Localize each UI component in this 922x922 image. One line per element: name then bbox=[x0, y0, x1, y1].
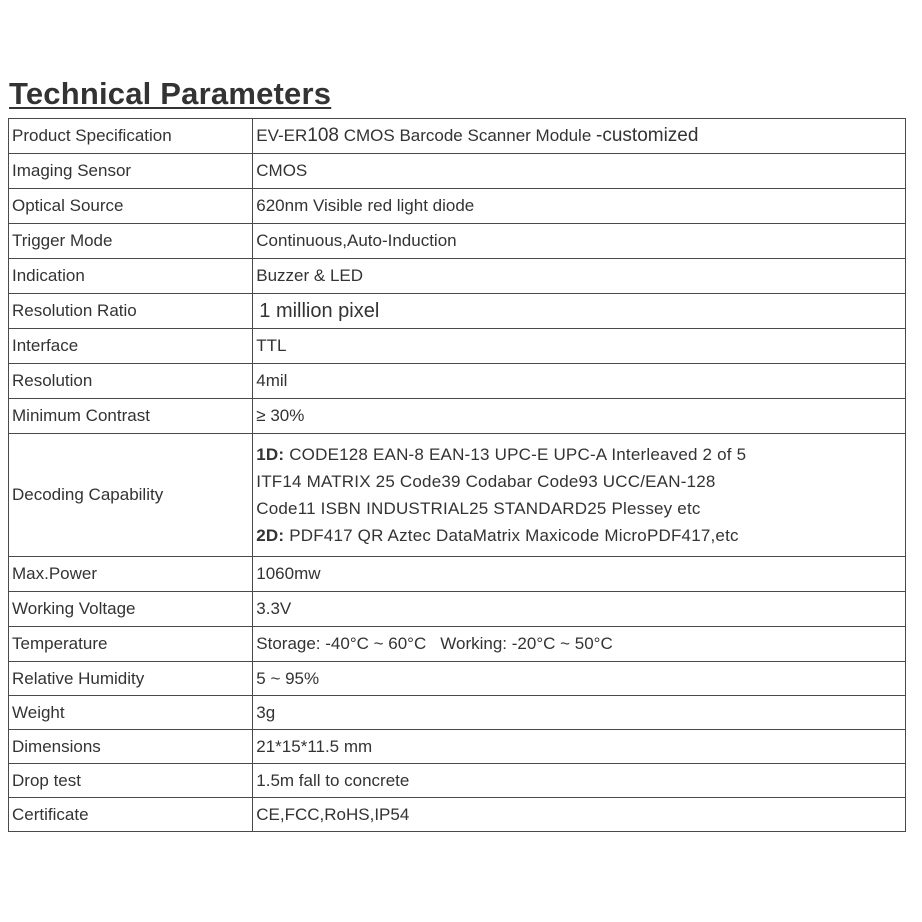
row-label: Drop test bbox=[9, 764, 253, 798]
table-row bbox=[9, 154, 906, 189]
table-row bbox=[9, 224, 906, 259]
table-row bbox=[9, 329, 906, 364]
row-label: Product Specification bbox=[9, 119, 253, 154]
row-label: Weight bbox=[9, 696, 253, 730]
row-value bbox=[253, 119, 906, 154]
row-value: 3g bbox=[253, 696, 906, 730]
table-row bbox=[9, 259, 906, 294]
row-label: Interface bbox=[9, 329, 253, 364]
row-value: 1060mw bbox=[253, 557, 906, 592]
row-label: Resolution Ratio bbox=[9, 294, 253, 329]
row-label: Minimum Contrast bbox=[9, 399, 253, 434]
row-value: 21*15*11.5 mm bbox=[253, 730, 906, 764]
row-label: Imaging Sensor bbox=[9, 154, 253, 189]
row-value: ≥ 30% bbox=[253, 399, 906, 434]
row-value: 4mil bbox=[253, 364, 906, 399]
table-row bbox=[9, 399, 906, 434]
table-row bbox=[9, 364, 906, 399]
row-value bbox=[253, 627, 906, 662]
row-label: Resolution bbox=[9, 364, 253, 399]
row-value: Continuous,Auto-Induction bbox=[253, 224, 906, 259]
storage-temperature: Storage: -40°C ~ 60°C bbox=[256, 634, 427, 653]
table-row bbox=[9, 730, 906, 764]
table-row bbox=[9, 119, 906, 154]
page-title: Technical Parameters bbox=[9, 76, 332, 111]
table-row bbox=[9, 798, 906, 832]
row-label: Indication bbox=[9, 259, 253, 294]
table-row bbox=[9, 764, 906, 798]
table-row bbox=[9, 592, 906, 627]
row-label: Temperature bbox=[9, 627, 253, 662]
row-label: Dimensions bbox=[9, 730, 253, 764]
model-suffix: -customized bbox=[596, 125, 699, 146]
table-row bbox=[9, 434, 906, 557]
decoding-capability-value bbox=[253, 434, 906, 557]
row-value: CMOS bbox=[253, 154, 906, 189]
decoding-1d-prefix: 1D: bbox=[256, 445, 285, 464]
row-value: 620nm Visible red light diode bbox=[253, 189, 906, 224]
row-label: Decoding Capability bbox=[9, 434, 253, 557]
table-row bbox=[9, 627, 906, 662]
decoding-1d-text-1: CODE128 EAN-8 EAN-13 UPC-E UPC-A Interleaved 2 of 5 bbox=[284, 445, 747, 464]
row-value: TTL bbox=[253, 329, 906, 364]
decoding-2d-text: PDF417 QR Aztec DataMatrix Maxicode MicroPDF417,etc bbox=[284, 526, 739, 545]
resolution-ratio-value: 1 million pixel bbox=[259, 299, 380, 322]
row-label: Relative Humidity bbox=[9, 662, 253, 696]
technical-parameters-table bbox=[8, 118, 906, 832]
decoding-2d-prefix: 2D: bbox=[256, 526, 285, 545]
table-row bbox=[9, 662, 906, 696]
decoding-1d-line-1 bbox=[256, 441, 902, 468]
row-label: Optical Source bbox=[9, 189, 253, 224]
row-value: 1.5m fall to concrete bbox=[253, 764, 906, 798]
model-prefix: EV-ER bbox=[256, 126, 308, 145]
row-label: Max.Power bbox=[9, 557, 253, 592]
row-value bbox=[253, 294, 906, 329]
table-row bbox=[9, 189, 906, 224]
table-row bbox=[9, 696, 906, 730]
decoding-1d-line-3: Code11 ISBN INDUSTRIAL25 STANDARD25 Plessey etc bbox=[256, 499, 701, 518]
row-label: Trigger Mode bbox=[9, 224, 253, 259]
working-temperature: Working: -20°C ~ 50°C bbox=[440, 634, 613, 653]
row-value: Buzzer & LED bbox=[253, 259, 906, 294]
decoding-2d-line bbox=[256, 522, 902, 549]
row-value: 5 ~ 95% bbox=[253, 662, 906, 696]
model-number: 108 bbox=[307, 125, 339, 146]
model-description: CMOS Barcode Scanner Module bbox=[339, 126, 597, 145]
row-label: Certificate bbox=[9, 798, 253, 832]
table-row bbox=[9, 294, 906, 329]
row-value: 3.3V bbox=[253, 592, 906, 627]
decoding-1d-line-2: ITF14 MATRIX 25 Code39 Codabar Code93 UCC/EAN-128 bbox=[256, 472, 716, 491]
table-row bbox=[9, 557, 906, 592]
row-value: CE,FCC,RoHS,IP54 bbox=[253, 798, 906, 832]
row-label: Working Voltage bbox=[9, 592, 253, 627]
